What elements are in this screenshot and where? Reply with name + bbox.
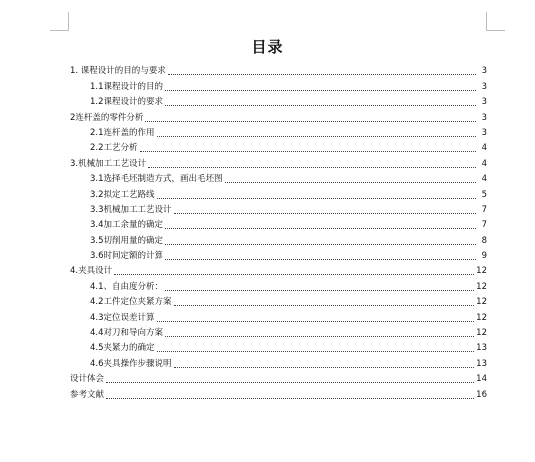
toc-dot-leader [165,90,476,91]
toc-entry-label[interactable]: 3.3机械加工工艺设计 [90,204,172,215]
toc-entry-label[interactable]: 4.1、自由度分析： [90,281,164,292]
toc-entry-label[interactable]: 4.夹具设计 [70,266,113,277]
toc-entry-label[interactable]: 3.5切削用量的确定 [90,235,164,246]
toc-entry-page-number[interactable]: 3 [481,81,487,92]
toc-entry-page-number[interactable]: 13 [476,358,487,369]
toc-entry-page-number[interactable]: 12 [476,281,487,292]
table-of-contents [70,62,487,401]
toc-entry-label[interactable]: 1.1课程设计的目的 [90,81,164,92]
toc-entry-page-number[interactable]: 7 [481,204,487,215]
toc-entry-page-number[interactable]: 13 [476,343,487,354]
toc-entry-label[interactable]: 设计体会 [70,374,105,385]
toc-entry[interactable] [70,201,487,216]
toc-entry-label[interactable]: 2.1连杆盖的作用 [90,127,155,138]
toc-dot-leader [106,382,474,383]
toc-entry[interactable] [70,154,487,169]
toc-dot-leader [157,351,475,352]
toc-entry[interactable] [70,216,487,231]
toc-entry[interactable] [70,293,487,308]
toc-entry[interactable] [70,108,487,123]
toc-entry[interactable] [70,124,487,139]
toc-entry-page-number[interactable]: 4 [481,143,487,154]
toc-dot-leader [140,151,476,152]
toc-entry-page-number[interactable]: 3 [481,112,487,123]
toc-entry-label[interactable]: 2.2工艺分析 [90,143,138,154]
toc-entry-page-number[interactable]: 7 [481,220,487,231]
toc-dot-leader [157,198,476,199]
toc-entry[interactable] [70,170,487,185]
toc-dot-leader [148,167,476,168]
toc-entry-page-number[interactable]: 3 [481,127,487,138]
toc-entry-label[interactable]: 3.1选择毛坯制造方式，画出毛坯图 [90,174,223,185]
toc-entry-label[interactable]: 4.5夹紧力的确定 [90,343,155,354]
toc-entry[interactable] [70,324,487,339]
toc-entry[interactable] [70,277,487,292]
page-corner-mark-top-left [50,12,69,31]
toc-entry[interactable] [70,308,487,323]
toc-entry[interactable] [70,231,487,246]
toc-entry-page-number[interactable]: 3 [481,66,487,77]
toc-dot-leader [165,228,476,229]
toc-entry-label[interactable]: 4.4对刀和导向方案 [90,328,164,339]
toc-entry-label[interactable]: 4.3定位误差计算 [90,312,155,323]
toc-dot-leader [174,305,475,306]
toc-entry[interactable] [70,385,487,400]
toc-entry[interactable] [70,62,487,77]
toc-entry-page-number[interactable]: 3 [481,97,487,108]
toc-entry-label[interactable]: 3.机械加工工艺设计 [70,158,147,169]
toc-dot-leader [114,274,474,275]
toc-dot-leader [106,398,474,399]
toc-entry-label[interactable]: 4.6夹具操作步骤说明 [90,358,172,369]
toc-dot-leader [174,367,475,368]
toc-dot-leader [225,182,476,183]
toc-entry[interactable] [70,339,487,354]
toc-dot-leader [174,213,476,214]
toc-entry[interactable] [70,354,487,369]
toc-title: 目录 [251,38,284,56]
toc-entry-page-number[interactable]: 9 [481,251,487,262]
toc-entry-page-number[interactable]: 14 [476,374,487,385]
page-corner-mark-top-right [486,12,505,31]
toc-dot-leader [157,136,476,137]
toc-entry[interactable] [70,247,487,262]
toc-entry-label[interactable]: 1.2课程设计的要求 [90,97,164,108]
toc-entry-label[interactable]: 3.6时间定额的计算 [90,251,164,262]
toc-dot-leader [165,259,476,260]
toc-entry-label[interactable]: 1. 课程设计的目的与要求 [70,66,166,77]
toc-entry-page-number[interactable]: 12 [476,266,487,277]
toc-entry[interactable] [70,370,487,385]
toc-entry-label[interactable]: 3.2拟定工艺路线 [90,189,155,200]
toc-entry-page-number[interactable]: 12 [476,328,487,339]
toc-dot-leader [157,321,475,322]
toc-entry[interactable] [70,139,487,154]
toc-entry-label[interactable]: 4.2工件定位夹紧方案 [90,297,172,308]
toc-entry[interactable] [70,185,487,200]
toc-dot-leader [145,121,476,122]
toc-dot-leader [168,74,476,75]
toc-entry-label[interactable]: 3.4加工余量的确定 [90,220,164,231]
toc-entry-page-number[interactable]: 4 [481,174,487,185]
toc-entry[interactable] [70,77,487,92]
toc-entry-page-number[interactable]: 12 [476,297,487,308]
toc-dot-leader [165,105,476,106]
toc-entry-page-number[interactable]: 5 [481,189,487,200]
toc-dot-leader [165,290,474,291]
toc-entry-page-number[interactable]: 16 [476,389,487,400]
toc-entry[interactable] [70,93,487,108]
toc-entry-page-number[interactable]: 12 [476,312,487,323]
toc-entry-label[interactable]: 参考文献 [70,389,105,400]
toc-dot-leader [165,244,476,245]
toc-entry-page-number[interactable]: 4 [481,158,487,169]
toc-entry-page-number[interactable]: 8 [481,235,487,246]
toc-entry-label[interactable]: 2连杆盖的零件分析 [70,112,144,123]
toc-entry[interactable] [70,262,487,277]
toc-dot-leader [165,336,474,337]
